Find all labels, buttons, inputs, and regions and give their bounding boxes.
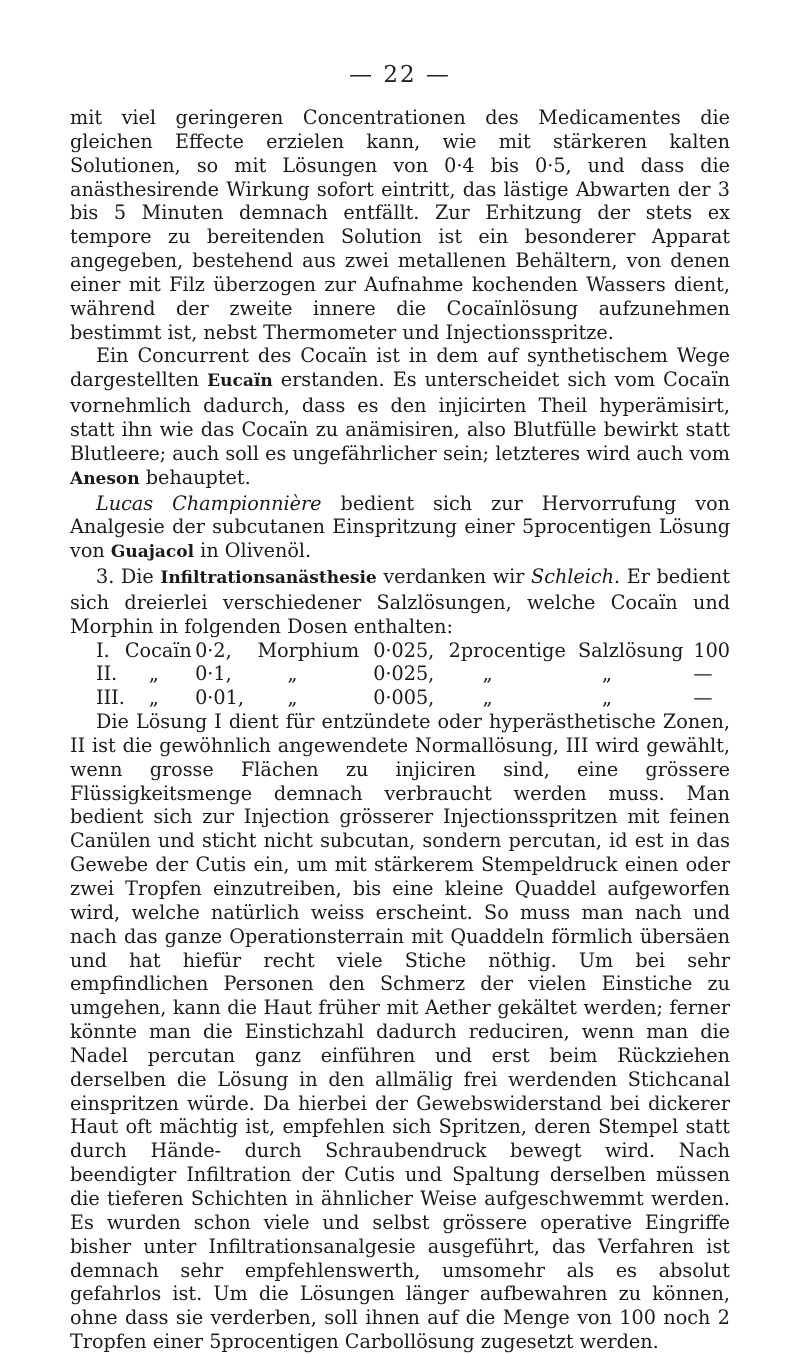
paragraph-4 <box>70 565 730 639</box>
dose-solution-type: 2procentige <box>448 638 566 662</box>
term-aneson: Aneson <box>70 468 140 489</box>
dose-number: I. <box>96 638 110 662</box>
author-name: Schleich. <box>531 565 621 589</box>
dose-number: III. <box>96 686 125 710</box>
dose-solution-type: „ <box>482 662 493 686</box>
dose-amount: — <box>693 686 713 710</box>
dose-morphium: „ <box>287 662 298 686</box>
dose-solution: „ <box>602 686 612 710</box>
paragraph-5: Die Lösung I dient für entzündete oder hyperästhetische Zonen, II ist die gewöhnlich angewendete Normallösung, III wird gewählt, wenn grosse Flächen zu injiciren sind, eine grössere Flüssigkeitsmenge demnach verbraucht werden muss. Man bedient sich zur Injection grösserer Injectionsspritzen mit feinen Canülen und sticht nicht subcutan, sondern percutan, id est in das Gewebe der Cutis ein, um mit stärkerem Stempeldruck einen oder zwei Tropfen einzutreiben, bis eine kleine Quaddel aufgeworfen wird, welche natürlich weiss erscheint. So muss man nach und nach das ganze Operationsterrain mit Quaddeln förmlich übersäen und hat hiefür recht viele Stiche nöthig. Um bei sehr empfindlichen Personen den Schmerz der vielen Einstiche zu umgehen, kann die Haut früher mit Aether gekältet werden; ferner könnte man die Einstichzahl dadurch reduciren, wenn man die Nadel percutan ganz einführen und erst beim Rückziehen derselben die Lösung in den allmälig frei werdenden Stichcanal einspritzen würde. Da hierbei der Gewebswiderstand bei dickerer Haut oft mächtig ist, empfehlen sich Spritzen, deren Stempel statt durch Hände- durch Schraubendruck bewegt wird. Nach beendigter Infiltration der Cutis und Spaltung derselben müssen die tieferen Schichten in ähnlicher Weise aufgeschwemmt werden. Es wurden schon viele und selbst grössere operative Eingriffe bisher unter Infiltrationsanalgesie ausgeführt, das Verfahren ist demnach sehr empfehlenswerth, umsomehr als es absolut gefahrlos ist. Um die Lösungen länger aufbewahren zu können, ohne dass sie verderben, soll ihnen auf die Menge von 100 noch 2 Tropfen einer 5procentigen Carbollösung zugesetzt werden. <box>70 710 730 1354</box>
dose-amount: 100 <box>693 638 730 662</box>
dose-concentration: 0·2, <box>195 638 232 662</box>
dose-morphium-concentration: 0·005, <box>373 686 435 710</box>
dose-concentration: 0·01, <box>195 686 244 710</box>
dose-row-2 <box>96 662 730 686</box>
dose-table <box>96 639 730 711</box>
term-infiltration: Infiltrationsanästhesie <box>160 568 377 589</box>
text-run: Ein Concurrent des Cocaïn ist in dem auf synthetischem Wege dargestellten <box>70 344 730 392</box>
text-run: 3. Die <box>96 565 161 589</box>
dose-row-1 <box>96 639 730 663</box>
body-text <box>70 106 730 1354</box>
dose-concentration: 0·1, <box>195 662 232 686</box>
dose-morphium: Morphium <box>257 638 360 662</box>
dose-substance: „ <box>148 662 159 686</box>
dose-solution-type: „ <box>482 686 493 710</box>
dose-number: II. <box>96 662 118 686</box>
term-guajacol: Guajacol <box>110 542 195 563</box>
text-run: in Olivenöl. <box>194 539 312 563</box>
dose-morphium: „ <box>287 686 298 710</box>
page-number: — 22 — <box>349 62 451 88</box>
dose-morphium-concentration: 0·025, <box>373 662 435 686</box>
text-run: erstanden. Es unterscheidet sich vom Cocaïn vornehmlich dadurch, dass es den injicirten Theil hyperämisirt, statt ihn wie das Cocaïn zu anämisiren, also Blutfülle bewirkt statt Blutleere; auch soll es ungefährlicher sein; letzteres wird auch vom <box>70 368 730 465</box>
text-run: Er bedient sich dreierlei verschiedener Salzlösungen, welche Cocaïn und Morphin in folgenden Dosen enthalten: <box>70 565 730 638</box>
paragraph-2 <box>70 344 730 491</box>
dose-substance: Cocaïn <box>124 638 192 662</box>
author-name: Lucas Championnière <box>96 491 322 515</box>
dose-solution: „ <box>602 662 612 686</box>
dose-amount: — <box>693 662 713 686</box>
dose-row-3 <box>96 686 730 710</box>
paragraph-1: mit viel geringeren Concentrationen des Medicamentes die gleichen Effecte erzielen kann, wie mit stärkeren kalten Solutionen, so mit Lösungen von 0·4 bis 0·5, und dass die anästhesirende Wirkung sofort eintritt, das lästige Abwarten der 3 bis 5 Minuten demnach entfällt. Zur Erhitzung der stets ex tempore zu bereitenden Solution ist ein besonderer Apparat angegeben, bestehend aus zwei metallenen Behältern, von denen einer mit Filz überzogen zur Aufnahme kochenden Wassers dient, während der zweite innere die Cocaïnlösung aufzunehmen bestimmt ist, nebst Thermometer und Injectionsspritze. <box>70 106 730 344</box>
term-eucain: Eucaïn <box>207 371 273 392</box>
dose-solution: Salzlösung <box>578 638 684 662</box>
text-run: behauptet. <box>139 465 251 489</box>
text-run: bedient sich zur Hervorrufung von Analgesie der subcutanen Einspritzung einer 5procentigen Lösung von <box>70 491 731 563</box>
dose-morphium-concentration: 0·025, <box>373 638 435 662</box>
paragraph-3 <box>70 492 730 566</box>
text-run: verdanken wir <box>376 565 532 589</box>
dose-substance: „ <box>148 686 159 710</box>
